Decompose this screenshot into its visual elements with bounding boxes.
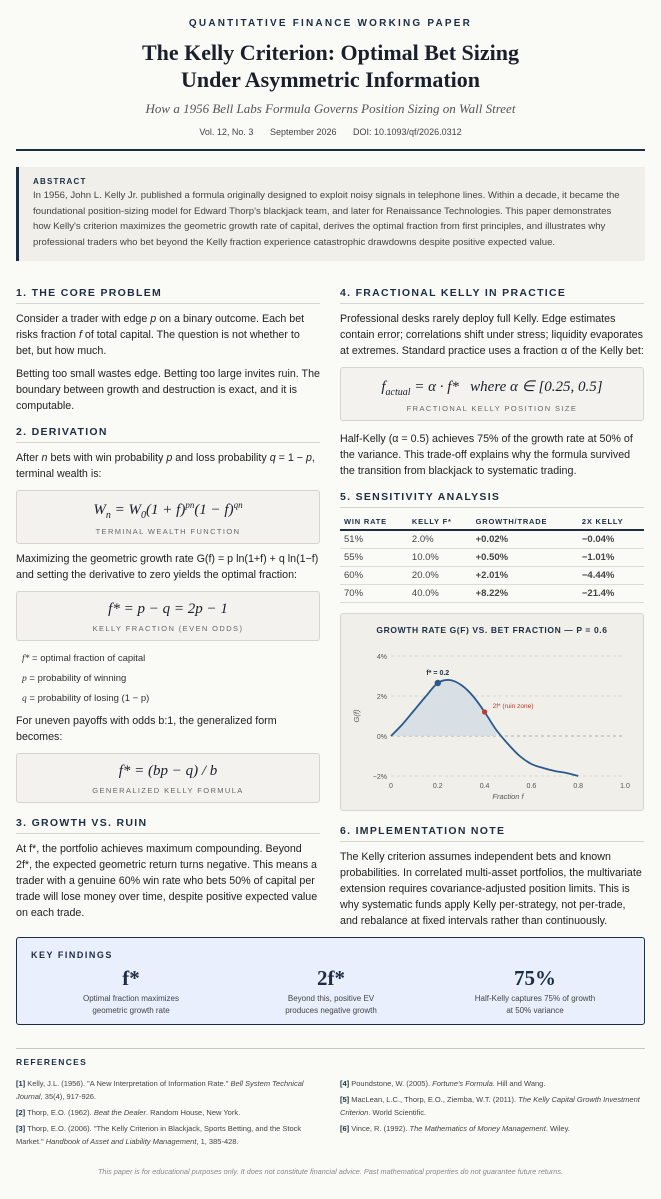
y-tick-label: 2%: [376, 694, 387, 701]
positive-growth-area: [391, 680, 496, 736]
definition: q = probability of losing (1 − p): [22, 693, 150, 704]
x-tick-label: 0.8: [573, 783, 584, 790]
reference-item: [5] MacLean, L.C., Thorp, E.O., Ziemba, W.T. (2011). The Kelly Capital Growth Investment Criterion. World Scientific.: [340, 1095, 640, 1117]
header-rule: [16, 149, 645, 151]
x-tick-label: 0.4: [479, 783, 490, 790]
x-tick-label: 0.6: [526, 783, 537, 790]
finding-text: Optimal fraction maximizes geometric growth rate: [82, 994, 180, 1015]
equation-label: FRACTIONAL KELLY POSITION SIZE: [406, 404, 578, 413]
cell-growth: +2.01%: [472, 567, 578, 585]
ruin-zone-point: [482, 709, 487, 714]
key-findings-box: [16, 937, 645, 1025]
abstract-text: In 1956, John L. Kelly Jr. published a formula originally designed to exploit noisy signals in telephone lines. Within a decade, it became the foundational position-sizing model for Edward Thorp's blackjack team, and later for Renaissance Technologies. This paper demonstrates how Kelly's criterion maximizes the geometric growth rate of capital, derives the optimal fraction from first principles, and illustrates why professional traders who bet beyond the Kelly fraction experience catastrophic drawdowns despite positive expected value.: [33, 190, 620, 248]
table-header-row: [340, 514, 644, 530]
equation-kelly-fraction: [16, 591, 320, 641]
cell-win-rate: 55%: [340, 549, 408, 567]
paper-meta: [16, 127, 645, 137]
cell-kelly: 40.0%: [408, 585, 472, 603]
paragraph: Betting too small wastes edge. Betting too large invites ruin. The boundary between growth and destruction is exact, and it is computable.: [16, 368, 320, 412]
date: September 2026: [269, 127, 337, 137]
reference-item: [3] Thorp, E.O. (2006). "The Kelly Criterion in Blackjack, Sports Betting, and the Stock Market." Handbook of Asset and Liability Management, 1, 385-428.: [16, 1124, 302, 1146]
cell-growth: +8.22%: [472, 585, 578, 603]
reference-item: [1] Kelly, J.L. (1956). "A New Interpretation of Information Rate." Bell System Technical Journal, 35(4), 917-926.: [16, 1079, 304, 1101]
kelly-optimum-label: f* = 0.2: [426, 670, 450, 677]
finding-value: f*: [122, 966, 140, 990]
references-label: REFERENCES: [16, 1057, 88, 1067]
references-section: [16, 1048, 645, 1146]
section-heading-sensitivity: 5. SENSITIVITY ANALYSIS: [340, 491, 644, 508]
paragraph: Half-Kelly (α = 0.5) achieves 75% of the growth rate at 50% of the variance. This trade-off explains why the formula survived the transition from blackjack to systematic trading.: [340, 433, 633, 477]
y-tick-label: −2%: [372, 774, 387, 781]
section-heading-implementation: 6. IMPLEMENTATION NOTE: [340, 825, 644, 842]
footer-disclaimer: This paper is for educational purposes only. It does not constitute financial advice. Past mathematical properties do not guarantee future returns.: [97, 1167, 564, 1176]
reference-item: [2] Thorp, E.O. (1962). Beat the Dealer. Random House, New York.: [16, 1108, 241, 1117]
references-column-left: [16, 1077, 316, 1151]
x-axis-label: Fraction f: [492, 792, 524, 801]
x-tick-label: 1.0: [620, 783, 630, 790]
chart-title: GROWTH RATE G(F) VS. BET FRACTION — P = 0.6: [376, 625, 608, 635]
cell-win-rate: 60%: [340, 567, 408, 585]
reference-item: [6] Vince, R. (1992). The Mathematics of Money Management. Wiley.: [340, 1124, 570, 1133]
kelly-optimum-point: [435, 680, 441, 686]
y-tick-label: 4%: [376, 654, 387, 661]
finding-item: [31, 966, 231, 1017]
cell-growth: +0.02%: [472, 530, 578, 549]
paragraph: After n bets with win probability p and loss probability q = 1 − p, terminal wealth is:: [16, 452, 315, 480]
sensitivity-table: [340, 514, 644, 603]
cell-kelly: 10.0%: [408, 549, 472, 567]
paper-title: The Kelly Criterion: Optimal Bet Sizing Under Asymmetric Information: [141, 40, 520, 92]
table-row: [340, 549, 644, 567]
reference-item: [4] Poundstone, W. (2005). Fortune's Formula. Hill and Wang.: [340, 1079, 546, 1088]
equation-label: KELLY FRACTION (EVEN ODDS): [92, 624, 244, 633]
equation-label: TERMINAL WEALTH FUNCTION: [95, 527, 241, 536]
left-column: [16, 287, 320, 921]
paper-subtitle: How a 1956 Bell Labs Formula Governs Position Sizing on Wall Street: [145, 101, 516, 116]
section-heading-derivation: 2. DERIVATION: [16, 426, 320, 443]
finding-item: [231, 966, 431, 1017]
definition: f* = optimal fraction of capital: [22, 653, 146, 664]
cell-growth: +0.50%: [472, 549, 578, 567]
paper-kicker: QUANTITATIVE FINANCE WORKING PAPER: [188, 18, 473, 29]
column-header: KELLY F*: [408, 514, 472, 530]
cell-win-rate: 51%: [340, 530, 408, 549]
finding-text: Half-Kelly captures 75% of growth at 50% variance: [474, 994, 596, 1015]
y-tick-label: 0%: [376, 734, 387, 741]
doi[interactable]: DOI: 10.1093/qf/2026.0312: [353, 127, 462, 137]
paragraph: For uneven payoffs with odds b:1, the generalized form becomes:: [16, 715, 277, 743]
column-header: WIN RATE: [340, 514, 408, 530]
equation-generalized-kelly: [16, 753, 320, 803]
references-column-right: [340, 1077, 640, 1138]
equation-math: $f_{actual} = \alpha \cdot f*$ where α ∈ [0.25, 0.5]: [381, 379, 603, 398]
paragraph: Professional desks rarely deploy full Kelly. Edge estimates contain error; correlations shift under stress; liquidity evaporates at extremes. Standard practice uses a fraction α of the Kelly bet:: [340, 313, 644, 357]
section-heading-growth-vs-ruin: 3. GROWTH VS. RUIN: [16, 817, 320, 834]
table-row: [340, 567, 644, 585]
cell-kelly: 2.0%: [408, 530, 472, 549]
equation-terminal-wealth: [16, 490, 320, 544]
paragraph: Maximizing the geometric growth rate G(f) = p ln(1+f) + q ln(1−f) and setting the derivative to zero yields the optimal fraction:: [16, 553, 319, 581]
abstract-label: ABSTRACT: [33, 177, 87, 186]
paragraph: At f*, the portfolio achieves maximum compounding. Beyond 2f*, the expected geometric return turns negative. This means a trader with a genuine 60% win rate who bets 50% of capital per trade will lose money over time, despite positive expected value on each trade.: [16, 843, 318, 919]
cell-kelly: 20.0%: [408, 567, 472, 585]
cell-2x-kelly: −0.04%: [578, 530, 644, 549]
finding-value: 2f*: [317, 966, 345, 990]
table-row: [340, 530, 644, 549]
right-column: [340, 287, 644, 929]
equation-fractional-kelly: [340, 367, 644, 421]
equation-math: f* = (bp − q) / b: [118, 763, 218, 779]
table-row: [340, 585, 644, 603]
finding-text: Beyond this, positive EV produces negative growth: [285, 994, 377, 1015]
finding-value: 75%: [514, 966, 556, 990]
x-tick-label: 0.2: [432, 783, 443, 790]
definition: p = probability of winning: [22, 673, 127, 684]
column-header: GROWTH/TRADE: [472, 514, 578, 530]
abstract-box: [16, 167, 645, 261]
chart-svg: [341, 640, 643, 810]
equation-label: GENERALIZED KELLY FORMULA: [92, 786, 244, 795]
paragraph: The Kelly criterion assumes independent bets and known probabilities. In correlated multi-asset portfolios, the multivariate extension requires covariance-adjusted position limits. This is why systematic funds apply Kelly per-strategy, not per-trade, and rebalance at fixed intervals rather than continuously.: [340, 851, 642, 927]
equation-math: $W_n = W_0(1 + f)^{pn}(1 - f)^{qn}$: [93, 500, 243, 521]
section-heading-fractional-kelly: 4. FRACTIONAL KELLY IN PRACTICE: [340, 287, 644, 304]
column-header: 2X KELLY: [578, 514, 644, 530]
y-axis-label: G(f): [352, 709, 361, 723]
equation-math: f* = p − q = 2p − 1: [108, 601, 228, 617]
finding-item: [435, 966, 635, 1017]
cell-2x-kelly: −4.44%: [578, 567, 644, 585]
cell-2x-kelly: −21.4%: [578, 585, 644, 603]
x-tick-label: 0: [389, 783, 393, 790]
paragraph: Consider a trader with edge p on a binary outcome. Each bet risks fraction f of total capital. The question is not whether to bet, but how much.: [16, 313, 305, 357]
two-column-body: [16, 287, 645, 947]
growth-rate-chart: [340, 613, 644, 811]
findings-label: KEY FINDINGS: [31, 950, 113, 960]
cell-2x-kelly: −1.01%: [578, 549, 644, 567]
cell-win-rate: 70%: [340, 585, 408, 603]
ruin-zone-label: 2f* (ruin zone): [492, 703, 534, 710]
volume: Vol. 12, No. 3: [199, 127, 254, 137]
definitions-list: [16, 649, 320, 709]
section-heading-core-problem: 1. THE CORE PROBLEM: [16, 287, 320, 304]
